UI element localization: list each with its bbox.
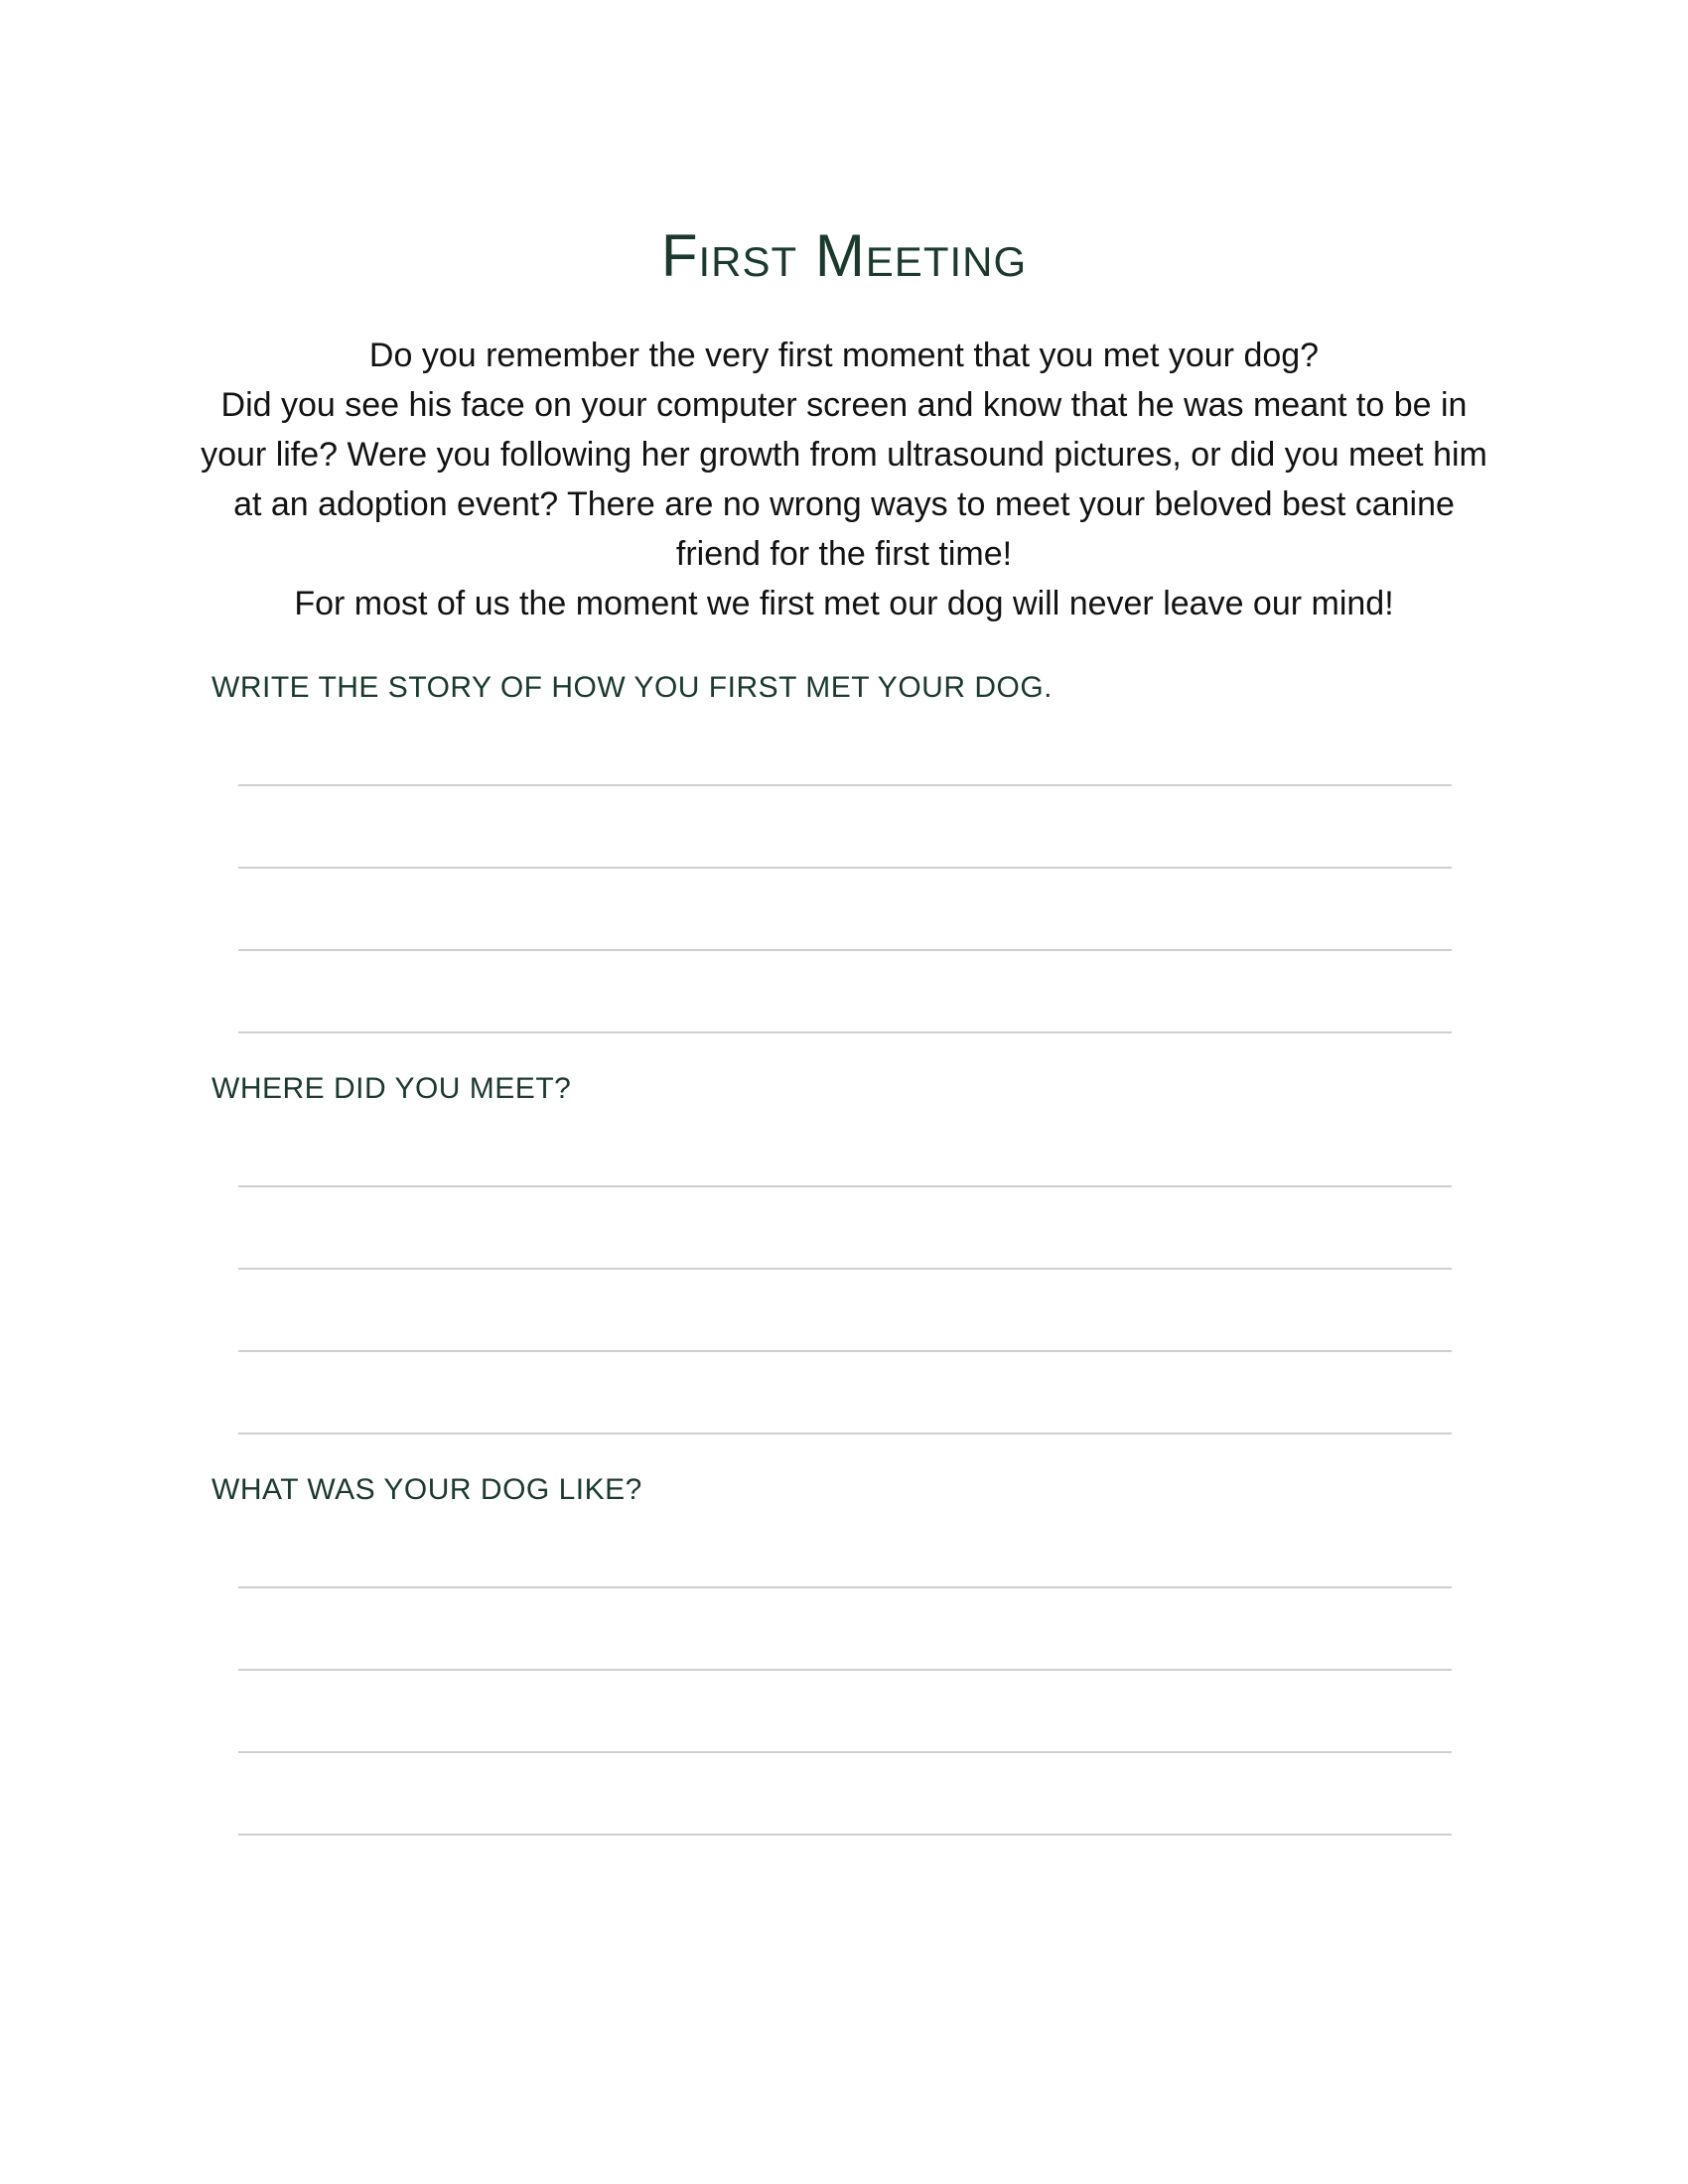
prompt-story-heading: WRITE THE STORY OF HOW YOU FIRST MET YOUR DOG. bbox=[211, 671, 1053, 704]
intro-paragraph: Did you see his face on your computer screen and know that he was meant to be in your life? Were you following her growth from ultrasound pictures, or did you meet him at an adoption event? There are no wrong ways to meet your beloved best canine friend for the first time! bbox=[201, 386, 1487, 573]
writing-line[interactable] bbox=[238, 1268, 1452, 1270]
writing-line[interactable] bbox=[238, 1669, 1452, 1671]
writing-line[interactable] bbox=[238, 1031, 1452, 1033]
writing-line[interactable] bbox=[238, 949, 1452, 951]
writing-line[interactable] bbox=[238, 1751, 1452, 1753]
intro-line-closing: For most of us the moment we first met our dog will never leave our mind! bbox=[294, 585, 1394, 622]
writing-line[interactable] bbox=[238, 784, 1452, 786]
intro-text bbox=[199, 331, 1489, 628]
writing-line[interactable] bbox=[238, 1433, 1452, 1434]
writing-line[interactable] bbox=[238, 1586, 1452, 1588]
page-title: First Meeting bbox=[660, 222, 1028, 289]
writing-line[interactable] bbox=[238, 1185, 1452, 1187]
intro-line-question: Do you remember the very first moment that you met your dog? bbox=[368, 337, 1320, 374]
prompt-dog-like-heading: WHAT WAS YOUR DOG LIKE? bbox=[211, 1473, 642, 1506]
writing-line[interactable] bbox=[238, 867, 1452, 869]
writing-line[interactable] bbox=[238, 1834, 1452, 1836]
writing-line[interactable] bbox=[238, 1350, 1452, 1352]
prompt-where-heading: WHERE DID YOU MEET? bbox=[211, 1072, 572, 1105]
